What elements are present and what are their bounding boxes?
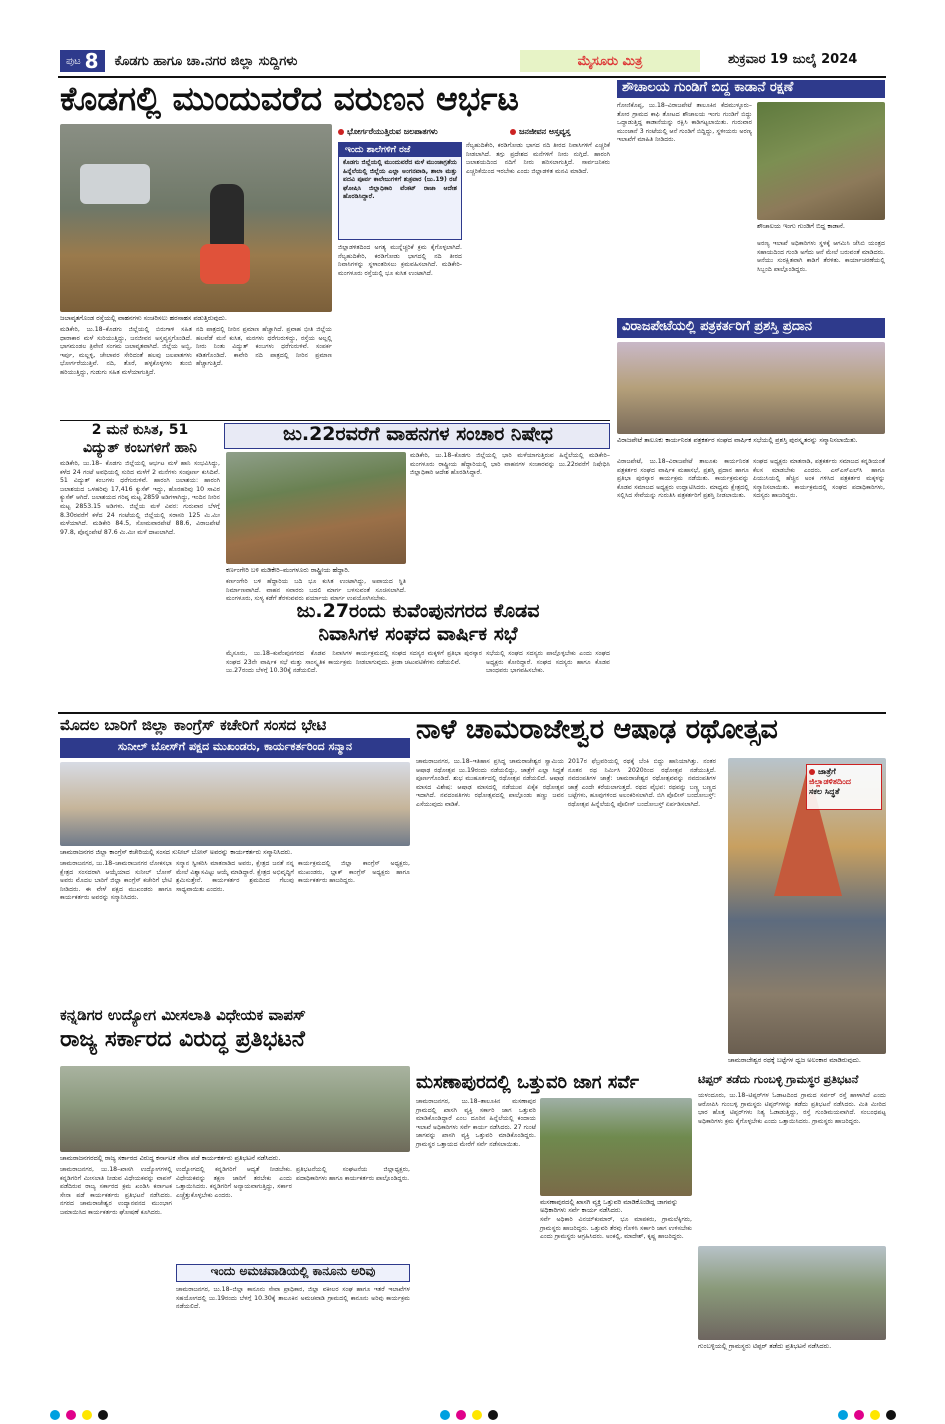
black-dot-icon [886, 1410, 896, 1420]
congress-column-1: ಚಾಮರಾಜನಗರ, ಜು.18–ಚಾಮರಾಜನಗರ ಲೋಕಸಭಾ ಕ್ಷೇತ್ರದ ಸಂಸದರಾಗಿ ಆಯ್ಕೆಯಾದ ಸುನೀಲ್ ಬೋಸ್ ಅವರು ಮೊದಲ ಬಾರಿಗೆ ಜಿಲ್ಲಾ ಕಾಂಗ್ರೆಸ್ ಕಚೇರಿಗೆ ಭೇಟಿ ನೀಡಿದರು. ಈ ವೇಳೆ ಪಕ್ಷದ ಮುಖಂಡರು ಹಾಗೂ ಕಾರ್ಯಕರ್ತರು ಅವರನ್ನು ಸನ್ಮಾನಿಸಿದರು. [60, 860, 172, 902]
ratha-badge [806, 764, 882, 810]
flood-street-photo [60, 124, 332, 312]
black-dot-icon [488, 1410, 498, 1420]
elephant-headline: ಶೌಚಾಲಯ ಗುಂಡಿಗೆ ಬಿದ್ದ ಕಾಡಾನೆ ರಕ್ಷಣೆ [622, 80, 794, 95]
virajpet-column-2: ಸಂಘದ ಅಧ್ಯಕ್ಷರು ಮಾತನಾಡಿ, ಪತ್ರಕರ್ತರು ಸಮಾಜದ ಕನ್ನಡಿಯಂತೆ ಕೆಲಸ ಮಾಡಬೇಕು ಎಂದರು. ಎಸ್ಎಸ್ಎಲ್‌ಸಿ ಹಾಗೂ ಪಿಯುಸಿಯಲ್ಲಿ ಹೆಚ್ಚಿನ ಅಂಕ ಗಳಿಸಿದ ಪತ್ರಕರ್ತರ ಮಕ್ಕಳನ್ನು ಸನ್ಮಾನಿಸಲಾಯಿತು. ಕಾರ್ಯಕ್ರಮದಲ್ಲಿ ಸಂಘದ ಪದಾಧಿಕಾರಿಗಳು, ಸದಸ್ಯರು ಹಾಜರಿದ್ದರು. [753, 458, 885, 500]
page-number-box [60, 50, 105, 72]
kodava-column-1: ಮೈಸೂರು, ಜು.18–ಕುವೆಂಪುನಗರದ ಕೊಡವ ನಿವಾಸಿಗಳ ಸಂಘದ 23ನೇ ವಾರ್ಷಿಕ ಸಭೆ ಮತ್ತು ಸಾಂಸ್ಕೃತಿಕ ಕಾರ್ಯಕ್ರಮ ಜು.27ರಂದು ಬೆಳಗ್ಗೆ 10.30ಕ್ಕೆ ನಡೆಯಲಿದೆ. [226, 650, 352, 675]
virajpet-photo-caption: ವಿರಾಜಪೇಟೆ ತಾಲೂಕು ಕಾರ್ಯನಿರತ ಪತ್ರಕರ್ತರ ಸಂಘದ ವಾರ್ಷಿಕ ಸಭೆಯಲ್ಲಿ ಪ್ರಶಸ್ತಿ ಪುರಸ್ಕೃತರನ್ನು ಸನ್ಮಾನಿಸಲಾಯಿತು. [617, 436, 858, 444]
ratha-column-2: 2017ರ ಫೆಬ್ರವರಿಯಲ್ಲಿ ರಥಕ್ಕೆ ಬೆಂಕಿ ಬಿದ್ದು ಹಾನಿಯಾಗಿತ್ತು. ನಂತರ ನೂತನ ರಥ ನಿರ್ಮಿಸಿ 2020ರಿಂದ ರಥೋತ್ಸವ ನಡೆಯುತ್ತಿದೆ. ನವದಂಪತಿಗಳ ಜಾತ್ರೆ: ಚಾಮರಾಜೇಶ್ವರ ರಥೋತ್ಸವವನ್ನು ನವದಂಪತಿಗಳ ಜಾತ್ರೆ ಎಂದೇ ಕರೆಯಲಾಗುತ್ತದೆ. ರಥದ ವೈಭವ: ರಥವನ್ನು ಬಣ್ಣ ಬಣ್ಣದ ಬಟ್ಟೆಗಳು, ಹೂವುಗಳಿಂದ ಅಲಂಕರಿಸಲಾಗಿದೆ. ಬಿಗಿ ಪೊಲೀಸ್ ಬಂದೋಬಸ್ತ್: ರಥೋತ್ಸವ ಹಿನ್ನೆಲೆಯಲ್ಲಿ ಪೊಲೀಸ್ ಬಂದೋಬಸ್ತ್ ಏರ್ಪಡಿಸಲಾಗಿದೆ. [568, 758, 716, 808]
masthead: ಮೈಸೂರು ಮಿತ್ರ [520, 50, 700, 72]
badge-text: ಜಾತ್ರೆಗೆ [818, 767, 836, 776]
yellow-dot-icon [870, 1410, 880, 1420]
scooter-shape [200, 244, 250, 284]
tipper-photo-caption: ಗುಂಬಳ್ಳಿಯಲ್ಲಿ ಗ್ರಾಮಸ್ಥರು ಟಿಪ್ಪರ್ ತಡೆದು ಪ್ರತಿಭಟನೆ ನಡೆಸಿದರು. [698, 1342, 832, 1350]
divider [60, 420, 610, 421]
issue-date: ಶುಕ್ರವಾರ 19 ಜುಲೈ 2024 [728, 52, 858, 67]
survey-photo [540, 1098, 692, 1196]
lead-tag-life [510, 127, 570, 137]
yellow-dot-icon [472, 1410, 482, 1420]
tag-text: ಭೋರ್ಗರೆಯುತ್ತಿರುವ ಜಲಪಾತಗಳು [347, 127, 438, 136]
tipper-headline: ಟಿಪ್ಪರ್ ತಡೆದು ಗುಂಬಳ್ಳಿ ಗ್ರಾಮಸ್ಥರ ಪ್ರತಿಭಟನೆ [698, 1073, 859, 1086]
ratha-badge-line-1 [809, 767, 879, 777]
page-label: ಪುಟ [66, 55, 81, 67]
survey-column-2: ಸರ್ವೆ ಅಧಿಕಾರಿ ವಿನಯ್‌ಕುಮಾರ್, ಭೂ ಮಾಪಕರು, ಗ್ರಾಮಲೆಕ್ಕಿಗರು, ಗ್ರಾಮಸ್ಥರು ಹಾಜರಿದ್ದರು. ಒತ್ತುವರಿ ತೆರವು ಗೊಳಿಸಿ ಸರ್ಕಾರಿ ಜಾಗ ಉಳಿಸಬೇಕು ಎಂದು ಗ್ರಾಮಸ್ಥರು ಆಗ್ರಹಿಸಿದರು. ಅಂಕಲ್ಲಿ, ಮಾದೇಶ್, ಕೃಷ್ಣ ಹಾಜರಿದ್ದರು. [540, 1216, 692, 1241]
houses-headline-1: 2 ಮನೆ ಕುಸಿತ, 51 [91, 422, 189, 438]
elephant-photo [757, 102, 885, 220]
lead-column-1: ಮಡಿಕೇರಿ, ಜು.18–ಕೊಡಗು ಜಿಲ್ಲೆಯಲ್ಲಿ ಬಿರುಗಾಳಿ ಸಹಿತ ಧಾರಾಕಾರ ಮಳೆ ಸುರಿಯುತ್ತಿದ್ದು, ಜನಜೀವನ ಅಸ್ತವ್ಯಸ್ತಗೊಂಡಿದೆ. ಭಾಗಮಂಡಲ ತ್ರಿವೇಣಿ ಸಂಗಮ ಜಲಾವೃತವಾಗಿದೆ. ಜಿಲ್ಲೆಯ ಅಬ್ಬಿ, ಇರ್ಪು, ಮಲ್ಲಳ್ಳಿ, ಚೇಲಾವರ ಸೇರಿದಂತೆ ಹಲವು ಜಲಪಾತಗಳು ಭೋರ್ಗರೆಯುತ್ತಿವೆ. ನದಿ, ತೊರೆ, ಹಳ್ಳಕೊಳ್ಳಗಳು ತುಂಬಿ ಹರಿಯುತ್ತಿದ್ದು, ಗುಡುಗು ಸಹಿತ ಮಳೆಯಾಗುತ್ತಿದೆ. [60, 326, 192, 376]
bullet-icon [809, 769, 815, 775]
elephant-photo-caption: ಶೌಚಾಲಯ ಇಂಗು ಗುಂಡಿಗೆ ಬಿದ್ದ ಕಾಡಾನೆ. [757, 222, 845, 230]
protest-photo [60, 1066, 410, 1152]
black-dot-icon [98, 1410, 108, 1420]
color-registration-center [440, 1410, 498, 1420]
virajpet-headline: ವಿರಾಜಪೇಟೆಯಲ್ಲಿ ಪತ್ರಕರ್ತರಿಗೆ ಪ್ರಶಸ್ತಿ ಪ್ರದಾನ [622, 319, 812, 334]
landslide-photo [226, 452, 406, 564]
traffic-headline: ಜು.22ರವರೆಗೆ ವಾಹನಗಳ ಸಂಚಾರ ನಿಷೇಧ [283, 423, 553, 445]
section-title: ಕೊಡಗು ಹಾಗೂ ಚಾ.ನಗರ ಜಿಲ್ಲಾ ಸುದ್ದಿಗಳು [114, 53, 298, 69]
yellow-dot-icon [82, 1410, 92, 1420]
lead-column-2: ನದಿ ಪಾತ್ರದಲ್ಲಿ ನೀರಿನ ಪ್ರಮಾಣ ಹೆಚ್ಚಾಗಿದೆ. ಪ್ರವಾಹ ಭೀತಿ ಜಿಲ್ಲೆಯ ಹಲವೆಡೆ ಮನೆ ಕುಸಿತ, ಮರಗಳು ಧರೆಗುರುಳಿದ್ದು, ರಸ್ತೆಯ ಅಲ್ಲಲ್ಲಿ ನೀರು ನಿಂತು ವಿದ್ಯುತ್ ಕಂಬಗಳು ಧರೆಗುರುಳಿವೆ. ಸಂಪರ್ಕ ಕಡಿತಗೊಂಡಿದೆ. ಕಾವೇರಿ ನದಿ ಪಾತ್ರದಲ್ಲಿ ನೀರಿನ ಪ್ರಮಾಣ ಹೆಚ್ಚಾಗುತ್ತಿದೆ. [196, 326, 332, 368]
kannada-column-1: ಚಾಮರಾಜನಗರ, ಜು.18–ಖಾಸಗಿ ಉದ್ಯೋಗಗಳಲ್ಲಿ ಕನ್ನಡಿಗರಿಗೆ ಮೀಸಲಾತಿ ನೀಡುವ ವಿಧೇಯಕವನ್ನು ವಾಪಸ್ ಪಡೆದಿರುವ ರಾಜ್ಯ ಸರ್ಕಾರದ ಕ್ರಮ ಖಂಡಿಸಿ ಕರ್ನಾಟಕ ಸೇನಾ ಪಡೆ ಕಾರ್ಯಕರ್ತರು ಪ್ರತಿಭಟನೆ ನಡೆಸಿದರು. ನಗರದ ಚಾಮರಾಜೇಶ್ವರ ಉದ್ಯಾನವನದ ಮುಂಭಾಗ ಜಮಾಯಿಸಿದ ಕಾರ್ಯಕರ್ತರು ಘೋಷಣೆ ಕೂಗಿದರು. [60, 1166, 172, 1216]
lead-photo-caption: ಜಲಾವೃತಗೊಂಡ ರಸ್ತೆಯಲ್ಲಿ ವಾಹನಗಳು ಸಂಚರಿಸಲು ಹರಸಾಹಸ ಪಡುತ್ತಿರುವುದು. [60, 314, 227, 322]
congress-photo [60, 762, 410, 846]
houses-column: ಮಡಿಕೇರಿ, ಜು.18– ಕೊಡಗು ಜಿಲ್ಲೆಯಲ್ಲಿ ಆರ್ಭಟ ಮಳೆ ಹಾನಿ ಸಂಭವಿಸಿದ್ದು, ಕಳೆದ 24 ಗಂಟೆ ಅವಧಿಯಲ್ಲಿ ಸುರಿದ ಮಳೆಗೆ 2 ಮನೆಗಳು ಸಂಪೂರ್ಣ ಕುಸಿದಿವೆ. 51 ವಿದ್ಯುತ್ ಕಂಬಗಳು ಧರೆಗುರುಳಿವೆ. ಹಾರಂಗಿ ಜಲಾಶಯ: ಹಾರಂಗಿ ಜಲಾಶಯದ ಒಳಹರಿವು 17,416 ಕ್ಯುಸೆಕ್ ಇದ್ದು, ಹೊರಹರಿವು 10 ಸಾವಿರ ಕ್ಯುಸೆಕ್ ಆಗಿದೆ. ಜಲಾಶಯದ ಗರಿಷ್ಠ ಮಟ್ಟ 2859 ಅಡಿಗಳಾಗಿದ್ದು, ಇಂದಿನ ನೀರಿನ ಮಟ್ಟ 2853.15 ಅಡಿಗಳು. ಜಿಲ್ಲೆಯ ಮಳೆ ವಿವರ: ಗುರುವಾರ ಬೆಳಗ್ಗೆ 8.30ರವರೆಗೆ ಕಳೆದ 24 ಗಂಟೆಯಲ್ಲಿ ಜಿಲ್ಲೆಯಲ್ಲಿ ಸರಾಸರಿ 125 ಮಿ.ಮೀ ಮಳೆಯಾಗಿದೆ. ಮಡಿಕೇರಿ 84.5, ಸೋಮವಾರಪೇಟೆ 88.6, ವಿರಾಜಪೇಟೆ 97.8, ಪೊನ್ನಂಪೇಟೆ 87.6 ಮಿ.ಮೀ ಮಳೆ ದಾಖಲಾಗಿದೆ. [60, 460, 220, 536]
ratha-badge-line-3: ಸಕಲ ಸಿದ್ಧತೆ [809, 787, 840, 796]
ratha-badge-line-2: ಜಿಲ್ಲಾಡಳಿತದಿಂದ [809, 777, 851, 786]
tag-text: ಜನಜೀವನ ಅಸ್ತವ್ಯಸ್ತ [519, 127, 571, 136]
elephant-column-1: ಗೋಣಿಕೊಪ್ಪ, ಜು.18–ವಿರಾಜಪೇಟೆ ತಾಲೂಕಿನ ಕೆದಮುಳ್ಳೂರು–ತೋರ ಗ್ರಾಮದ ಕಾಫಿ ತೋಟದ ಶೌಚಾಲಯ ಇಂಗು ಗುಂಡಿಗೆ ಬಿದ್ದು ಒದ್ದಾಡುತ್ತಿದ್ದ ಕಾಡಾನೆಯನ್ನು ರಕ್ಷಿಸಿ ಕಾಡಿಗಟ್ಟಲಾಯಿತು. ಗುರುವಾರ ಮುಂಜಾನೆ 3 ಗಂಟೆಯಲ್ಲಿ ಆನೆ ಗುಂಡಿಗೆ ಬಿದ್ದಿದ್ದು, ಸ್ಥಳೀಯರು ಅರಣ್ಯ ಇಲಾಖೆಗೆ ಮಾಹಿತಿ ನೀಡಿದರು. [617, 102, 752, 144]
ratha-photo-caption: ಚಾಮರಾಜೇಶ್ವರ ರಥಕ್ಕೆ ಬಟ್ಟೆಗಳ ಧ್ವಜ ಅಲಂಕಾರ ಮಾಡಿರುವುದು. [728, 1056, 861, 1064]
lead-headline: ಕೊಡಗಲ್ಲಿ ಮುಂದುವರೆದ ವರುಣನ ಆರ್ಭಟ [60, 79, 519, 118]
survey-photo-caption: ಮಸಣಾಪುರದಲ್ಲಿ ಖಾಸಗಿ ವ್ಯಕ್ತಿ ಒತ್ತುವರಿ ಮಾಡಿಕೊಂಡಿದ್ದ ಜಾಗವನ್ನು ಅಧಿಕಾರಿಗಳು ಸರ್ವೆ ಕಾರ್ಯ ನಡೆಸಿದರು. [540, 1198, 678, 1214]
traffic-photo-caption: ಕರ್ಣಂಗೇರಿ ಬಳಿ ಮಡಿಕೇರಿ–ಮಂಗಳೂರು ರಾಷ್ಟ್ರೀಯ ಹೆದ್ದಾರಿ. [226, 566, 350, 574]
survey-headline: ಮಸಣಾಪುರದಲ್ಲಿ ಒತ್ತುವರಿ ಜಾಗ ಸರ್ವೆ [416, 1072, 639, 1093]
congress-subhead: ಸುನೀಲ್ ಬೋಸ್‌ಗೆ ಪಕ್ಷದ ಮುಖಂಡರು, ಕಾರ್ಯಕರ್ತರಿಂದ ಸನ್ಮಾನ [118, 740, 352, 753]
elephant-column-2: ಅರಣ್ಯ ಇಲಾಖೆ ಅಧಿಕಾರಿಗಳು ಸ್ಥಳಕ್ಕೆ ಆಗಮಿಸಿ ಜೆಸಿಬಿ ಯಂತ್ರದ ಸಹಾಯದಿಂದ ಗುಂಡಿ ಅಗೆದು ಆನೆ ಮೇಲೆ ಬರುವಂತೆ ಮಾಡಿದರು. ಆನೆಯು ಸುರಕ್ಷಿತವಾಗಿ ಕಾಡಿಗೆ ತೆರಳಿತು. ಕಾರ್ಯಾಚರಣೆಯಲ್ಲಿ ಸಿಬ್ಬಂದಿ ಪಾಲ್ಗೊಂಡಿದ್ದರು. [757, 240, 885, 273]
legal-headline: ಇಂದು ಅಮಚವಾಡಿಯಲ್ಲಿ ಕಾನೂನು ಅರಿವು [210, 1264, 376, 1278]
cyan-dot-icon [440, 1410, 450, 1420]
traffic-column-2: ಕರ್ಣಂಗೇರಿ ಬಳಿ ಹೆದ್ದಾರಿಯ ಬದಿ ಭೂ ಕುಸಿತ ಉಂಟಾಗಿದ್ದು, ಅಪಾಯದ ಸ್ಥಿತಿ ನಿರ್ಮಾಣವಾಗಿದೆ. ವಾಹನ ಸವಾರರು ಬದಲಿ ಮಾರ್ಗ ಬಳಸುವಂತೆ ಸೂಚಿಸಲಾಗಿದೆ. ಮಂಗಳೂರು, ಸುಳ್ಯ ಕಡೆಗೆ ತೆರಳುವವರು ಪರ್ಯಾಯ ಮಾರ್ಗ ಉಪಯೋಗಿಸಬೇಕು. [226, 578, 406, 603]
school-holiday-box [338, 142, 462, 240]
cyan-dot-icon [838, 1410, 848, 1420]
page-number: 8 [84, 49, 99, 73]
tipper-column: ಯಳಂದೂರು, ಜು.18–ಟಿಪ್ಪರ್‌ಗಳ ಓಡಾಟದಿಂದ ಗ್ರಾಮದ ಸರ್ವರ್ ರಸ್ತೆ ಹಾಳಾಗಿದೆ ಎಂದು ಆರೋಪಿಸಿ ಗುಂಬಳ್ಳಿ ಗ್ರಾಮಸ್ಥರು ಟಿಪ್ಪರ್‌ಗಳನ್ನು ತಡೆದು ಪ್ರತಿಭಟನೆ ನಡೆಸಿದರು. ಮಿತಿ ಮೀರಿದ ಭಾರ ಹೊತ್ತ ಟಿಪ್ಪರ್‌ಗಳು ನಿತ್ಯ ಓಡಾಡುತ್ತಿದ್ದು, ರಸ್ತೆ ಗುಂಡಿಮಯವಾಗಿದೆ. ಸಂಬಂಧಪಟ್ಟ ಅಧಿಕಾರಿಗಳು ಕ್ರಮ ಕೈಗೊಳ್ಳಬೇಕು ಎಂದು ಒತ್ತಾಯಿಸಿದರು. ಗ್ರಾಮಸ್ಥರು ಹಾಜರಿದ್ದರು. [698, 1092, 886, 1125]
legal-column: ಚಾಮರಾಜನಗರ, ಜು.18–ಜಿಲ್ಲಾ ಕಾನೂನು ಸೇವಾ ಪ್ರಾಧಿಕಾರ, ಜಿಲ್ಲಾ ವಕೀಲರ ಸಂಘ ಹಾಗೂ ಇತರೆ ಇಲಾಖೆಗಳ ಸಹಯೋಗದಲ್ಲಿ ಜು.19ರಂದು ಬೆಳಗ್ಗೆ 10.30ಕ್ಕೆ ತಾಲೂಕಿನ ಅಮಚವಾಡಿ ಗ್ರಾಮದಲ್ಲಿ ಕಾನೂನು ಅರಿವು ಕಾರ್ಯಕ್ರಮ ನಡೆಯಲಿದೆ. [176, 1286, 410, 1311]
header-rule [58, 76, 886, 78]
kodava-headline-2: ನಿವಾಸಿಗಳ ಸಂಘದ ವಾರ್ಷಿಕ ಸಭೆ [318, 623, 518, 645]
congress-photo-caption: ಚಾಮರಾಜನಗರ ಜಿಲ್ಲಾ ಕಾಂಗ್ರೆಸ್ ಕಚೇರಿಯಲ್ಲಿ ಸಂಸದ ಸುನೀಲ್ ಬೋಸ್ ಅವರನ್ನು ಕಾರ್ಯಕರ್ತರು ಸನ್ಮಾನಿಸಿದರು. [60, 848, 293, 856]
color-registration-right [838, 1410, 896, 1420]
congress-column-2: ಸನ್ಮಾನ ಸ್ವೀಕರಿಸಿ ಮಾತನಾಡಿದ ಅವರು, ಕ್ಷೇತ್ರದ ಜನತೆ ನನ್ನ ಮೇಲೆ ವಿಶ್ವಾಸವಿಟ್ಟು ಆಯ್ಕೆ ಮಾಡಿದ್ದಾರೆ. ಕ್ಷೇತ್ರದ ಅಭಿವೃದ್ಧಿಗೆ ಶ್ರಮಿಸುತ್ತೇನೆ. ಕಾರ್ಯಕರ್ತರ ಶ್ರಮದಿಂದ ಗೆಲುವು ಸಾಧ್ಯವಾಯಿತು ಎಂದರು. [176, 860, 294, 893]
bullet-icon [510, 129, 516, 135]
color-registration-left [50, 1410, 108, 1420]
bullet-icon [338, 129, 344, 135]
kodava-headline-1: ಜು.27ರಂದು ಕುವೆಂಪುನಗರದ ಕೊಡವ [296, 600, 540, 622]
kannada-headline-1: ಕನ್ನಡಿಗರ ಉದ್ಯೋಗ ಮೀಸಲಾತಿ ವಿಧೇಯಕ ವಾಪಸ್ [60, 1006, 306, 1024]
kannada-column-2: ಉದ್ಯೋಗದಲ್ಲಿ ಕನ್ನಡಿಗರಿಗೆ ಆದ್ಯತೆ ನೀಡಬೇಕು. ವಿಧೇಯಕವನ್ನು ತಕ್ಷಣ ಜಾರಿಗೆ ತರಬೇಕು ಎಂದು ಒತ್ತಾಯಿಸಿದರು. ಕನ್ನಡಿಗರಿಗೆ ಅನ್ಯಾಯವಾಗುತ್ತಿದ್ದು, ಸರ್ಕಾರ ಎಚ್ಚೆತ್ತುಕೊಳ್ಳಬೇಕು ಎಂದರು. [176, 1166, 292, 1199]
car-shape [80, 164, 150, 204]
traffic-column-1: ಮಡಿಕೇರಿ, ಜು.18–ಕೊಡಗು ಜಿಲ್ಲೆಯಲ್ಲಿ ಭಾರಿ ಮಳೆಯಾಗುತ್ತಿರುವ ಹಿನ್ನೆಲೆಯಲ್ಲಿ ಮಡಿಕೇರಿ–ಮಂಗಳೂರು ರಾಷ್ಟ್ರೀಯ ಹೆದ್ದಾರಿಯಲ್ಲಿ ಭಾರಿ ವಾಹನಗಳ ಸಂಚಾರವನ್ನು ಜು.22ರವರೆಗೆ ನಿಷೇಧಿಸಿ ಜಿಲ್ಲಾಧಿಕಾರಿ ಆದೇಶ ಹೊರಡಿಸಿದ್ದಾರೆ. [410, 452, 610, 477]
magenta-dot-icon [66, 1410, 76, 1420]
kannada-photo-caption: ಚಾಮರಾಜನಗರದಲ್ಲಿ ರಾಜ್ಯ ಸರ್ಕಾರದ ವಿರುದ್ಧ ಕರ್ನಾಟಕ ಸೇನಾ ಪಡೆ ಕಾರ್ಯಕರ್ತರು ಪ್ರತಿಭಟನೆ ನಡೆಸಿದರು. [60, 1154, 281, 1162]
kodava-column-3: ಸಭೆಯಲ್ಲಿ ಸಂಘದ ಸದಸ್ಯರು ಪಾಲ್ಗೊಳ್ಳಬೇಕು ಎಂದು ಸಂಘದ ಅಧ್ಯಕ್ಷರು ಕೋರಿದ್ದಾರೆ. ಸಂಘದ ಸದಸ್ಯರು ಹಾಗೂ ಕೊಡವ ಬಾಂಧವರು ಭಾಗವಹಿಸಬೇಕು. [486, 650, 610, 675]
survey-column-1: ಚಾಮರಾಜನಗರ, ಜು.18–ತಾಲೂಕಿನ ಮಸಣಾಪುರ ಗ್ರಾಮದಲ್ಲಿ ಖಾಸಗಿ ವ್ಯಕ್ತಿ ಸರ್ಕಾರಿ ಜಾಗ ಒತ್ತುವರಿ ಮಾಡಿಕೊಂಡಿದ್ದಾರೆ ಎಂಬ ದೂರಿನ ಹಿನ್ನೆಲೆಯಲ್ಲಿ ಕಂದಾಯ ಇಲಾಖೆ ಅಧಿಕಾರಿಗಳು ಸರ್ವೆ ಕಾರ್ಯ ನಡೆಸಿದರು. 27 ಗುಂಟೆ ಜಾಗವನ್ನು ಖಾಸಗಿ ವ್ಯಕ್ತಿ ಒತ್ತುವರಿ ಮಾಡಿಕೊಂಡಿದ್ದರು. ಗ್ರಾಮಸ್ಥರ ಒತ್ತಾಯದ ಮೇರೆಗೆ ಸರ್ವೆ ನಡೆಸಲಾಯಿತು. [416, 1098, 536, 1148]
ratha-column-1: ಚಾಮರಾಜನಗರ, ಜು.18–ಇತಿಹಾಸ ಪ್ರಸಿದ್ಧ ಚಾಮರಾಜೇಶ್ವರ ಸ್ವಾಮಿಯ ಆಷಾಢ ರಥೋತ್ಸವ ಜು.19ರಂದು ನಡೆಯಲಿದ್ದು, ಜಾತ್ರೆಗೆ ಎಲ್ಲಾ ಸಿದ್ಧತೆ ಪೂರ್ಣಗೊಂಡಿದೆ. ಶುಭ ಮುಹೂರ್ತದಲ್ಲಿ ರಥೋತ್ಸವ ನಡೆಯಲಿದೆ. ಆಷಾಢ ಮಾಸದ ವಿಶೇಷ: ಆಷಾಢ ಮಾಸದಲ್ಲಿ ನಡೆಯುವ ಏಕೈಕ ರಥೋತ್ಸವ ಇದಾಗಿದೆ. ನವದಂಪತಿಗಳು ರಥೋತ್ಸವದಲ್ಲಿ ಪಾಲ್ಗೊಂಡು ಹಣ್ಣು ಜವನ ಎಸೆಯುವುದು ವಾಡಿಕೆ. [416, 758, 564, 808]
congress-column-3: ಕಾರ್ಯಕ್ರಮದಲ್ಲಿ ಜಿಲ್ಲಾ ಕಾಂಗ್ರೆಸ್ ಅಧ್ಯಕ್ಷರು, ಮುಖಂಡರು, ಬ್ಲಾಕ್ ಕಾಂಗ್ರೆಸ್ ಅಧ್ಯಕ್ಷರು ಹಾಗೂ ಕಾರ್ಯಕರ್ತರು ಹಾಜರಿದ್ದರು. [298, 860, 410, 885]
lead-tag-waterfalls [338, 127, 438, 137]
houses-headline-2: ವಿದ್ಯುತ್ ಕಂಬಗಳಿಗೆ ಹಾನಿ [83, 440, 197, 456]
kannada-headline-2: ರಾಜ್ಯ ಸರ್ಕಾರದ ವಿರುದ್ಧ ಪ್ರತಿಭಟನೆ [60, 1027, 305, 1052]
kannada-column-3: ಪ್ರತಿಭಟನೆಯಲ್ಲಿ ಸಂಘಟನೆಯ ಜಿಲ್ಲಾಧ್ಯಕ್ಷರು, ಪದಾಧಿಕಾರಿಗಳು ಹಾಗೂ ಕಾರ್ಯಕರ್ತರು ಪಾಲ್ಗೊಂಡಿದ್ದರು. [296, 1166, 410, 1182]
magenta-dot-icon [456, 1410, 466, 1420]
congress-headline: ಮೊದಲ ಬಾರಿಗೆ ಜಿಲ್ಲಾ ಕಾಂಗ್ರೆಸ್ ಕಚೇರಿಗೆ ಸಂಸದ ಭೇಟಿ [60, 716, 327, 734]
virajpet-column-1: ವಿರಾಜಪೇಟೆ, ಜು.18–ವಿರಾಜಪೇಟೆ ತಾಲೂಕು ಕಾರ್ಯನಿರತ ಪತ್ರಕರ್ತರ ಸಂಘದ ವಾರ್ಷಿಕ ಮಹಾಸಭೆ, ಪ್ರಶಸ್ತಿ ಪ್ರದಾನ ಹಾಗೂ ಪ್ರತಿಭಾ ಪುರಸ್ಕಾರ ಕಾರ್ಯಕ್ರಮ ನಡೆಯಿತು. ಕಾರ್ಯಕ್ರಮವನ್ನು ಕೊಡವ ಸಮಾಜದ ಅಧ್ಯಕ್ಷರು ಉದ್ಘಾಟಿಸಿದರು. ಮಾಧ್ಯಮ ಕ್ಷೇತ್ರದಲ್ಲಿ ಸಲ್ಲಿಸಿದ ಸೇವೆಯನ್ನು ಗುರುತಿಸಿ ಪತ್ರಕರ್ತರಿಗೆ ಪ್ರಶಸ್ತಿ ನೀಡಲಾಯಿತು. [617, 458, 749, 500]
magenta-dot-icon [854, 1410, 864, 1420]
ratha-headline: ನಾಳೆ ಚಾಮರಾಜೇಶ್ವರ ಆಷಾಢ ರಥೋತ್ಸವ [416, 714, 778, 745]
award-group-photo [617, 342, 885, 434]
kodava-column-2: ಕಾರ್ಯಕ್ರಮದಲ್ಲಿ ಸಂಘದ ಸದಸ್ಯರ ಮಕ್ಕಳಿಗೆ ಪ್ರತಿಭಾ ಪುರಸ್ಕಾರ ನೀಡಲಾಗುವುದು. ಕ್ರೀಡಾ ಚಟುವಟಿಕೆಗಳು ನಡೆಯಲಿವೆ. [356, 650, 482, 666]
tipper-photo [698, 1246, 886, 1340]
school-holiday-title: ಇಂದು ಶಾಲೆಗಳಿಗೆ ರಜೆ [339, 143, 461, 157]
lead-column-4: ನೆಲ್ಯಹುದಿಕೇರಿ, ಕರಡಿಗೋಡು ಭಾಗದ ನದಿ ತೀರದ ನಿವಾಸಿಗಳಿಗೆ ಎಚ್ಚರಿಕೆ ನೀಡಲಾಗಿದೆ. ತಗ್ಗು ಪ್ರದೇಶದ ಮನೆಗಳಿಗೆ ನೀರು ನುಗ್ಗಿದೆ. ಹಾರಂಗಿ ಜಲಾಶಯದಿಂದ ನದಿಗೆ ನೀರು ಹರಿಸಲಾಗುತ್ತಿದೆ. ಸಾರ್ವಜನಿಕರು ಎಚ್ಚರಿಕೆಯಿಂದ ಇರಬೇಕು ಎಂದು ಜಿಲ್ಲಾಡಳಿತ ಮನವಿ ಮಾಡಿದೆ. [466, 142, 610, 175]
school-holiday-text: ಕೊಡಗು ಜಿಲ್ಲೆಯಲ್ಲಿ ಮುಂದುವರೆದ ಮಳೆ ಮುಂಜಾಗ್ರತೆಯ ಹಿನ್ನೆಲೆಯಲ್ಲಿ ಜಿಲ್ಲೆಯ ಎಲ್ಲಾ ಅಂಗನವಾಡಿ, ಶಾಲಾ ಮತ್ತು ಪದವಿ ಪೂರ್ವ ಕಾಲೇಜುಗಳಿಗೆ ಶುಕ್ರವಾರ (ಜು.19) ರಜೆ ಘೋಷಿಸಿ ಜಿಲ್ಲಾಧಿಕಾರಿ ವೆಂಕಟ್ ರಾಜಾ ಆದೇಶ ಹೊರಡಿಸಿದ್ದಾರೆ. [343, 159, 457, 201]
cyan-dot-icon [50, 1410, 60, 1420]
lead-column-3: ಜಿಲ್ಲಾಡಳಿತದಿಂದ ಅಗತ್ಯ ಮುನ್ನೆಚ್ಚರಿಕೆ ಕ್ರಮ ಕೈಗೊಳ್ಳಲಾಗಿದೆ. ನೆಲ್ಯಹುದಿಕೇರಿ, ಕರಡಿಗೋಡು ಭಾಗದಲ್ಲಿ ನದಿ ತೀರದ ನಿವಾಸಿಗಳನ್ನು ಸ್ಥಳಾಂತರಿಸಲು ಕ್ರಮವಹಿಸಲಾಗಿದೆ. ಮಡಿಕೇರಿ-ಮಂಗಳೂರು ರಸ್ತೆಯಲ್ಲಿ ಭೂ ಕುಸಿತ ಉಂಟಾಗಿದೆ. [338, 244, 462, 277]
